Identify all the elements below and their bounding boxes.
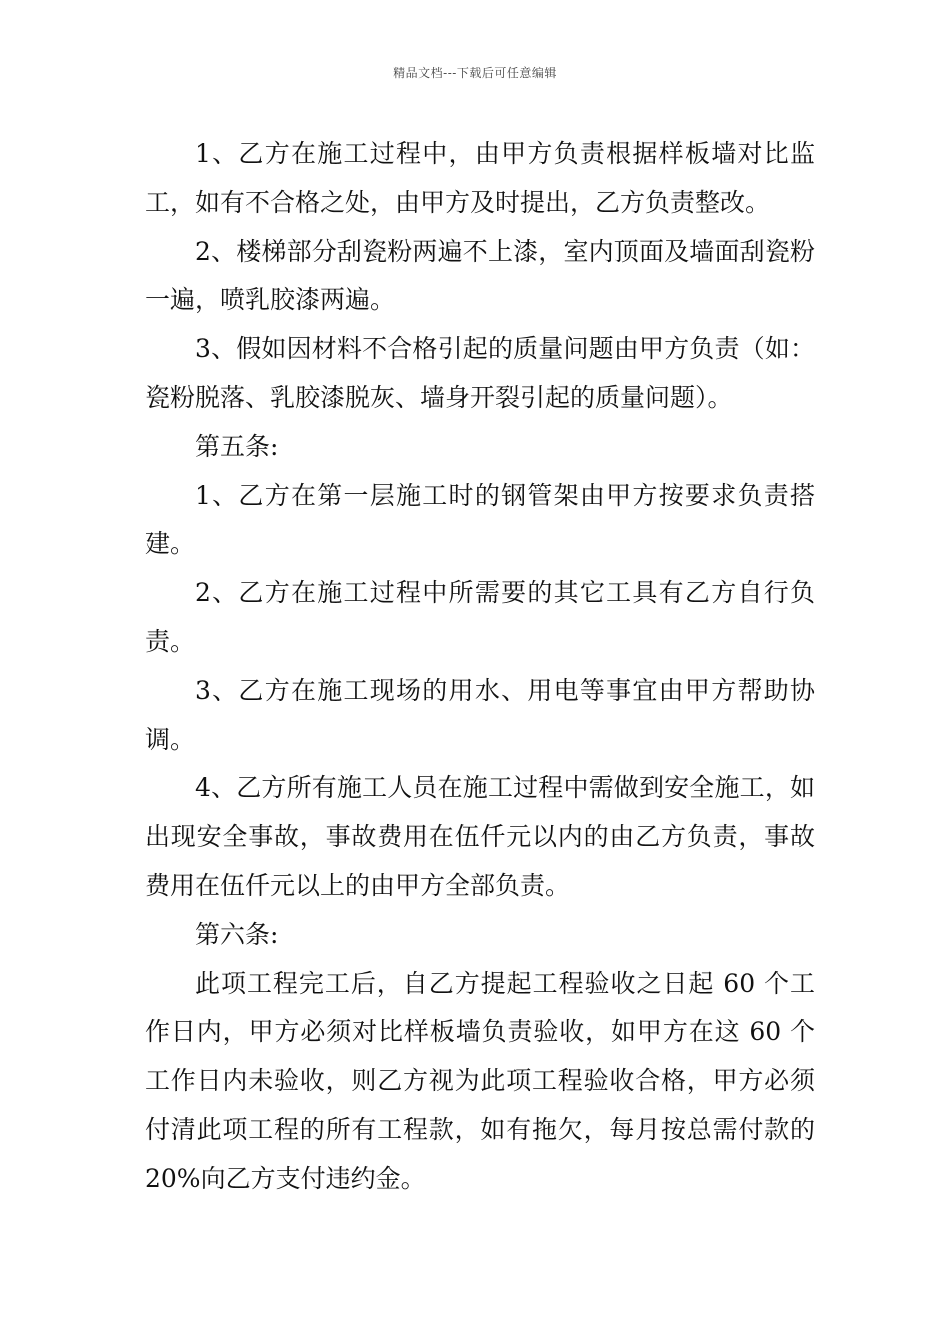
article-heading: 第六条:: [195, 919, 279, 949]
clause-paragraph: 2、楼梯部分刮瓷粉两遍不上漆，室内顶面及墙面刮瓷粉一遍，喷乳胶漆两遍。: [145, 236, 815, 315]
clause-paragraph: 此项工程完工后，自乙方提起工程验收之日起 60 个工作日内，甲方必须对比样板墙负责验收，如甲方在这 60 个工作日内未验收，则乙方视为此项工程验收合格，甲方必须付清此项工程的所有工程款，如有拖欠，每月按总需付款的 20%向乙方支付违约金。: [145, 968, 815, 1193]
clause-paragraph: 2、乙方在施工过程中所需要的其它工具有乙方自行负责。: [145, 578, 815, 656]
page-header: 精品文档---下载后可任意编辑: [393, 66, 557, 80]
clause-paragraph: 1、乙方在施工过程中，由甲方负责根据样板墙对比监工，如有不合格之处，由甲方及时提出，乙方负责整改。: [145, 139, 815, 217]
document-body: [145, 130, 815, 1204]
clause-paragraph: 3、假如因材料不合格引起的质量问题由甲方负责（如：瓷粉脱落、乳胶漆脱灰、墙身开裂引起的质量问题）。: [145, 334, 815, 412]
clause-paragraph: 1、乙方在第一层施工时的钢管架由甲方按要求负责搭建。: [145, 480, 815, 559]
article-heading: 第五条:: [195, 431, 279, 461]
clause-paragraph: 3、乙方在施工现场的用水、用电等事宜由甲方帮助协调。: [145, 675, 815, 754]
clause-paragraph: 4、乙方所有施工人员在施工过程中需做到安全施工，如出现安全事故，事故费用在伍仟元以内的由乙方负责，事故费用在伍仟元以上的由甲方全部负责。: [145, 773, 815, 900]
